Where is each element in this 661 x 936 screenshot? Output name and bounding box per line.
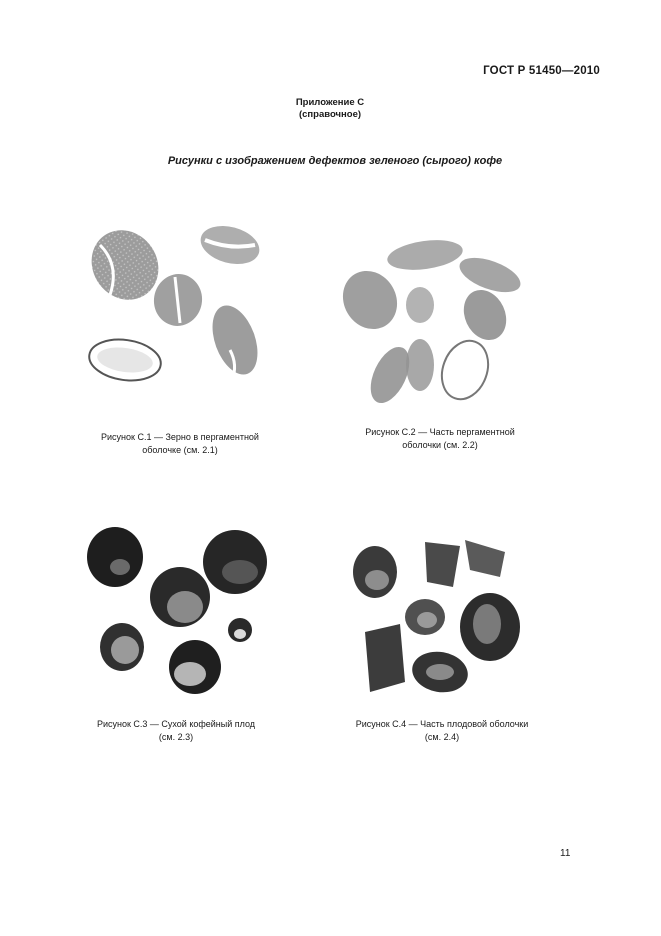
- parchment-fragment: [335, 261, 408, 339]
- appendix-title: Приложение С: [295, 97, 365, 108]
- parchment-fragment: [456, 283, 514, 347]
- figure-c1-caption: Рисунок С.1 — Зерно в пергаментной оболочке (см. 2.1): [101, 432, 259, 455]
- figure-c1-image: [80, 215, 280, 395]
- dry-cherry: [87, 527, 143, 587]
- husk-fragment: [405, 599, 445, 635]
- dry-cherry: [169, 640, 221, 694]
- dry-cherry: [228, 618, 252, 642]
- parchment-fragment: [455, 251, 525, 299]
- page-number: 11: [560, 848, 571, 859]
- husk-fragment: [365, 624, 405, 692]
- figure-c2-caption: Рисунок С.2 — Часть пергаментной оболочки (см. 2.2): [365, 427, 515, 450]
- parchment-bean: [204, 299, 266, 380]
- husk-fragment: [425, 542, 460, 587]
- husk-fragment: [353, 546, 397, 598]
- husk-fragment: [460, 593, 520, 661]
- parchment-fragment: [385, 236, 464, 274]
- husk-fragment: [409, 647, 471, 696]
- figure-c4-image: [345, 532, 535, 712]
- parchment-bean: [150, 270, 206, 330]
- appendix-heading: [230, 97, 430, 121]
- figure-c2-image: [335, 225, 535, 415]
- appendix-note: (справочное): [298, 109, 362, 120]
- parchment-fragment: [434, 334, 496, 405]
- dry-cherry: [150, 567, 210, 627]
- parchment-fragment: [406, 339, 434, 391]
- section-title: Рисунки с изображением дефектов зеленого (сырого) кофе: [167, 155, 503, 167]
- husk-fragment: [465, 540, 505, 577]
- parchment-bean: [87, 335, 164, 385]
- figure-c3-caption: Рисунок С.3 — Сухой кофейный плод (см. 2.3): [96, 719, 256, 742]
- parchment-bean: [196, 220, 263, 270]
- dry-cherry: [203, 530, 267, 594]
- dry-cherry: [100, 623, 144, 671]
- figure-c3-image: [80, 522, 280, 702]
- figure-c4-caption: Рисунок С.4 — Часть плодовой оболочки (см. 2.4): [355, 719, 529, 742]
- document-code: ГОСТ Р 51450—2010: [483, 65, 600, 77]
- parchment-fragment: [406, 287, 434, 323]
